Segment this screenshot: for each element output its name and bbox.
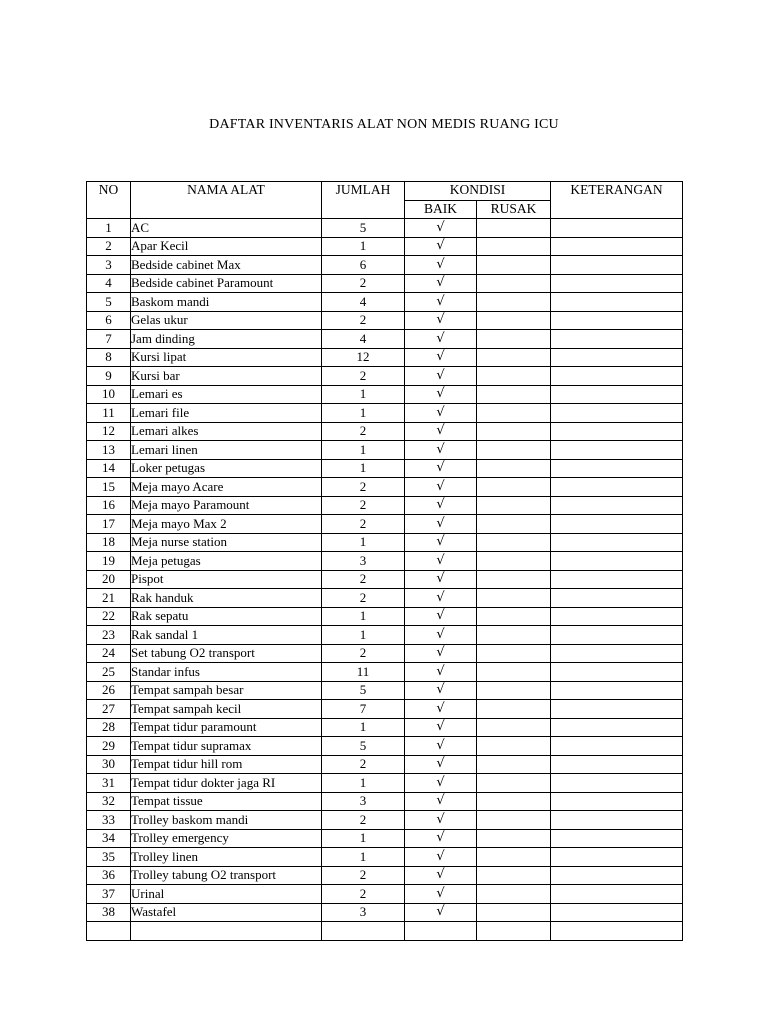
cell-nama-alat: Set tabung O2 transport <box>131 644 322 663</box>
cell-no: 1 <box>87 219 131 238</box>
cell-baik: √ <box>405 367 477 386</box>
table-row <box>87 274 683 293</box>
header-no: NO <box>87 182 131 219</box>
cell-jumlah: 1 <box>322 829 405 848</box>
cell-rusak <box>477 441 551 460</box>
cell-rusak <box>477 330 551 349</box>
cell-nama-alat <box>131 922 322 941</box>
cell-jumlah: 3 <box>322 792 405 811</box>
cell-rusak <box>477 385 551 404</box>
cell-rusak <box>477 552 551 571</box>
cell-keterangan <box>551 274 683 293</box>
cell-rusak <box>477 256 551 275</box>
cell-nama-alat: Tempat tidur supramax <box>131 737 322 756</box>
cell-rusak <box>477 219 551 238</box>
cell-rusak <box>477 348 551 367</box>
cell-nama-alat: Trolley baskom mandi <box>131 811 322 830</box>
cell-baik: √ <box>405 237 477 256</box>
cell-no: 28 <box>87 718 131 737</box>
header-baik: BAIK <box>405 200 477 219</box>
cell-jumlah: 1 <box>322 533 405 552</box>
cell-nama-alat: AC <box>131 219 322 238</box>
cell-jumlah: 2 <box>322 570 405 589</box>
cell-jumlah: 2 <box>322 478 405 497</box>
cell-rusak <box>477 515 551 534</box>
table-row <box>87 311 683 330</box>
cell-no: 27 <box>87 700 131 719</box>
table-row <box>87 422 683 441</box>
header-kondisi: KONDISI <box>405 182 551 201</box>
cell-no: 18 <box>87 533 131 552</box>
cell-jumlah: 2 <box>322 589 405 608</box>
cell-baik: √ <box>405 404 477 423</box>
cell-no: 4 <box>87 274 131 293</box>
cell-nama-alat: Rak sandal 1 <box>131 626 322 645</box>
cell-jumlah: 2 <box>322 811 405 830</box>
cell-baik: √ <box>405 274 477 293</box>
cell-jumlah: 2 <box>322 422 405 441</box>
cell-nama-alat: Tempat sampah kecil <box>131 700 322 719</box>
cell-nama-alat: Lemari file <box>131 404 322 423</box>
cell-rusak <box>477 404 551 423</box>
cell-jumlah: 1 <box>322 848 405 867</box>
cell-keterangan <box>551 367 683 386</box>
cell-keterangan <box>551 348 683 367</box>
table-row <box>87 811 683 830</box>
cell-baik: √ <box>405 311 477 330</box>
cell-no: 31 <box>87 774 131 793</box>
cell-jumlah: 12 <box>322 348 405 367</box>
cell-baik: √ <box>405 607 477 626</box>
cell-baik: √ <box>405 866 477 885</box>
cell-keterangan <box>551 755 683 774</box>
cell-rusak <box>477 293 551 312</box>
cell-keterangan <box>551 829 683 848</box>
table-row <box>87 330 683 349</box>
cell-nama-alat: Urinal <box>131 885 322 904</box>
table-row <box>87 755 683 774</box>
cell-baik: √ <box>405 478 477 497</box>
cell-baik: √ <box>405 348 477 367</box>
cell-no: 14 <box>87 459 131 478</box>
table-row <box>87 219 683 238</box>
cell-nama-alat: Bedside cabinet Max <box>131 256 322 275</box>
cell-jumlah: 2 <box>322 515 405 534</box>
cell-baik <box>405 922 477 941</box>
table-row <box>87 441 683 460</box>
cell-keterangan <box>551 589 683 608</box>
table-header <box>87 182 683 219</box>
cell-no: 12 <box>87 422 131 441</box>
cell-nama-alat: Standar infus <box>131 663 322 682</box>
cell-keterangan <box>551 644 683 663</box>
cell-jumlah: 2 <box>322 311 405 330</box>
cell-no: 17 <box>87 515 131 534</box>
cell-no: 25 <box>87 663 131 682</box>
table-row <box>87 663 683 682</box>
cell-jumlah: 2 <box>322 644 405 663</box>
cell-jumlah: 1 <box>322 718 405 737</box>
cell-baik: √ <box>405 681 477 700</box>
cell-keterangan <box>551 663 683 682</box>
cell-no: 35 <box>87 848 131 867</box>
cell-rusak <box>477 459 551 478</box>
table-row <box>87 348 683 367</box>
cell-no: 15 <box>87 478 131 497</box>
cell-jumlah: 3 <box>322 903 405 922</box>
cell-baik: √ <box>405 441 477 460</box>
table-row <box>87 737 683 756</box>
cell-nama-alat: Bedside cabinet Paramount <box>131 274 322 293</box>
cell-no: 26 <box>87 681 131 700</box>
cell-no <box>87 922 131 941</box>
cell-no: 6 <box>87 311 131 330</box>
cell-keterangan <box>551 219 683 238</box>
cell-nama-alat: Apar Kecil <box>131 237 322 256</box>
cell-baik: √ <box>405 644 477 663</box>
cell-keterangan <box>551 311 683 330</box>
cell-rusak <box>477 885 551 904</box>
cell-nama-alat: Pispot <box>131 570 322 589</box>
cell-keterangan <box>551 533 683 552</box>
cell-nama-alat: Baskom mandi <box>131 293 322 312</box>
table-row <box>87 385 683 404</box>
document-title: DAFTAR INVENTARIS ALAT NON MEDIS RUANG ICU <box>209 117 559 132</box>
cell-rusak <box>477 663 551 682</box>
table-row <box>87 478 683 497</box>
cell-jumlah: 3 <box>322 552 405 571</box>
cell-no: 29 <box>87 737 131 756</box>
cell-keterangan <box>551 552 683 571</box>
cell-no: 11 <box>87 404 131 423</box>
cell-jumlah <box>322 922 405 941</box>
cell-no: 36 <box>87 866 131 885</box>
cell-keterangan <box>551 330 683 349</box>
table-row <box>87 774 683 793</box>
cell-keterangan <box>551 811 683 830</box>
cell-jumlah: 5 <box>322 737 405 756</box>
cell-rusak <box>477 792 551 811</box>
cell-keterangan <box>551 681 683 700</box>
table-row <box>87 533 683 552</box>
cell-baik: √ <box>405 885 477 904</box>
table-row <box>87 496 683 515</box>
cell-baik: √ <box>405 385 477 404</box>
cell-nama-alat: Tempat tidur dokter jaga RI <box>131 774 322 793</box>
cell-baik: √ <box>405 515 477 534</box>
cell-nama-alat: Kursi lipat <box>131 348 322 367</box>
cell-nama-alat: Meja mayo Paramount <box>131 496 322 515</box>
cell-keterangan <box>551 866 683 885</box>
cell-no: 10 <box>87 385 131 404</box>
cell-jumlah: 1 <box>322 459 405 478</box>
cell-nama-alat: Lemari linen <box>131 441 322 460</box>
cell-baik: √ <box>405 330 477 349</box>
cell-keterangan <box>551 737 683 756</box>
cell-no: 13 <box>87 441 131 460</box>
cell-nama-alat: Loker petugas <box>131 459 322 478</box>
header-rusak: RUSAK <box>477 200 551 219</box>
cell-no: 34 <box>87 829 131 848</box>
cell-jumlah: 2 <box>322 274 405 293</box>
table-row <box>87 404 683 423</box>
cell-baik: √ <box>405 552 477 571</box>
cell-jumlah: 2 <box>322 367 405 386</box>
cell-keterangan <box>551 570 683 589</box>
cell-no: 7 <box>87 330 131 349</box>
cell-no: 20 <box>87 570 131 589</box>
cell-keterangan <box>551 626 683 645</box>
cell-keterangan <box>551 478 683 497</box>
cell-baik: √ <box>405 755 477 774</box>
cell-baik: √ <box>405 589 477 608</box>
table-row <box>87 626 683 645</box>
cell-jumlah: 2 <box>322 496 405 515</box>
cell-nama-alat: Trolley linen <box>131 848 322 867</box>
cell-nama-alat: Meja mayo Max 2 <box>131 515 322 534</box>
cell-jumlah: 1 <box>322 626 405 645</box>
table-row <box>87 237 683 256</box>
cell-jumlah: 1 <box>322 237 405 256</box>
header-keterangan: KETERANGAN <box>551 182 683 219</box>
cell-rusak <box>477 922 551 941</box>
cell-nama-alat: Meja mayo Acare <box>131 478 322 497</box>
cell-jumlah: 1 <box>322 404 405 423</box>
cell-baik: √ <box>405 496 477 515</box>
cell-rusak <box>477 755 551 774</box>
cell-rusak <box>477 367 551 386</box>
cell-keterangan <box>551 792 683 811</box>
cell-baik: √ <box>405 219 477 238</box>
cell-baik: √ <box>405 737 477 756</box>
cell-no: 3 <box>87 256 131 275</box>
cell-baik: √ <box>405 792 477 811</box>
cell-nama-alat: Wastafel <box>131 903 322 922</box>
inventory-table <box>86 181 683 941</box>
cell-baik: √ <box>405 829 477 848</box>
cell-keterangan <box>551 607 683 626</box>
table-row <box>87 515 683 534</box>
cell-baik: √ <box>405 663 477 682</box>
cell-nama-alat: Meja nurse station <box>131 533 322 552</box>
header-jumlah: JUMLAH <box>322 182 405 219</box>
cell-keterangan <box>551 256 683 275</box>
table-row <box>87 922 683 941</box>
cell-baik: √ <box>405 293 477 312</box>
table-row <box>87 552 683 571</box>
cell-baik: √ <box>405 626 477 645</box>
cell-no: 2 <box>87 237 131 256</box>
cell-baik: √ <box>405 811 477 830</box>
cell-jumlah: 1 <box>322 441 405 460</box>
cell-keterangan <box>551 441 683 460</box>
cell-jumlah: 7 <box>322 700 405 719</box>
cell-keterangan <box>551 922 683 941</box>
cell-rusak <box>477 903 551 922</box>
cell-jumlah: 2 <box>322 885 405 904</box>
cell-baik: √ <box>405 570 477 589</box>
cell-keterangan <box>551 774 683 793</box>
cell-jumlah: 6 <box>322 256 405 275</box>
cell-no: 19 <box>87 552 131 571</box>
cell-rusak <box>477 700 551 719</box>
cell-nama-alat: Rak handuk <box>131 589 322 608</box>
cell-keterangan <box>551 459 683 478</box>
cell-no: 8 <box>87 348 131 367</box>
cell-jumlah: 1 <box>322 607 405 626</box>
cell-rusak <box>477 589 551 608</box>
cell-keterangan <box>551 237 683 256</box>
table-row <box>87 293 683 312</box>
cell-rusak <box>477 311 551 330</box>
table-row <box>87 718 683 737</box>
cell-no: 21 <box>87 589 131 608</box>
cell-baik: √ <box>405 718 477 737</box>
cell-no: 16 <box>87 496 131 515</box>
cell-keterangan <box>551 385 683 404</box>
cell-nama-alat: Gelas ukur <box>131 311 322 330</box>
cell-keterangan <box>551 848 683 867</box>
cell-keterangan <box>551 903 683 922</box>
cell-baik: √ <box>405 256 477 275</box>
cell-jumlah: 1 <box>322 774 405 793</box>
cell-jumlah: 4 <box>322 330 405 349</box>
cell-baik: √ <box>405 903 477 922</box>
cell-baik: √ <box>405 774 477 793</box>
cell-rusak <box>477 237 551 256</box>
cell-rusak <box>477 718 551 737</box>
cell-nama-alat: Kursi bar <box>131 367 322 386</box>
cell-rusak <box>477 644 551 663</box>
table-row <box>87 866 683 885</box>
cell-keterangan <box>551 293 683 312</box>
cell-no: 38 <box>87 903 131 922</box>
table-row <box>87 644 683 663</box>
cell-rusak <box>477 681 551 700</box>
cell-jumlah: 1 <box>322 385 405 404</box>
cell-no: 37 <box>87 885 131 904</box>
cell-rusak <box>477 829 551 848</box>
cell-rusak <box>477 478 551 497</box>
cell-baik: √ <box>405 422 477 441</box>
table-row <box>87 367 683 386</box>
cell-nama-alat: Rak sepatu <box>131 607 322 626</box>
cell-no: 9 <box>87 367 131 386</box>
cell-nama-alat: Tempat sampah besar <box>131 681 322 700</box>
cell-rusak <box>477 422 551 441</box>
table-row <box>87 848 683 867</box>
cell-no: 23 <box>87 626 131 645</box>
cell-jumlah: 11 <box>322 663 405 682</box>
table-row <box>87 459 683 478</box>
table-row <box>87 681 683 700</box>
cell-keterangan <box>551 496 683 515</box>
cell-jumlah: 2 <box>322 866 405 885</box>
table-row <box>87 570 683 589</box>
header-nama-alat: NAMA ALAT <box>131 182 322 219</box>
table-row <box>87 885 683 904</box>
cell-nama-alat: Tempat tidur hill rom <box>131 755 322 774</box>
cell-nama-alat: Lemari es <box>131 385 322 404</box>
cell-jumlah: 4 <box>322 293 405 312</box>
cell-rusak <box>477 607 551 626</box>
cell-nama-alat: Jam dinding <box>131 330 322 349</box>
cell-nama-alat: Trolley tabung O2 transport <box>131 866 322 885</box>
cell-baik: √ <box>405 459 477 478</box>
table-row <box>87 256 683 275</box>
cell-baik: √ <box>405 533 477 552</box>
cell-no: 33 <box>87 811 131 830</box>
cell-baik: √ <box>405 848 477 867</box>
cell-rusak <box>477 496 551 515</box>
cell-jumlah: 5 <box>322 681 405 700</box>
cell-rusak <box>477 866 551 885</box>
cell-rusak <box>477 274 551 293</box>
cell-jumlah: 5 <box>322 219 405 238</box>
cell-keterangan <box>551 515 683 534</box>
cell-rusak <box>477 848 551 867</box>
cell-rusak <box>477 533 551 552</box>
cell-rusak <box>477 774 551 793</box>
cell-no: 22 <box>87 607 131 626</box>
cell-nama-alat: Meja petugas <box>131 552 322 571</box>
cell-no: 30 <box>87 755 131 774</box>
cell-rusak <box>477 626 551 645</box>
table-body <box>87 219 683 941</box>
table-row <box>87 792 683 811</box>
table-row <box>87 903 683 922</box>
table-row <box>87 700 683 719</box>
table-row <box>87 589 683 608</box>
cell-keterangan <box>551 700 683 719</box>
cell-nama-alat: Tempat tissue <box>131 792 322 811</box>
cell-no: 32 <box>87 792 131 811</box>
cell-rusak <box>477 570 551 589</box>
cell-baik: √ <box>405 700 477 719</box>
cell-rusak <box>477 737 551 756</box>
cell-jumlah: 2 <box>322 755 405 774</box>
table-row <box>87 607 683 626</box>
cell-keterangan <box>551 718 683 737</box>
cell-no: 24 <box>87 644 131 663</box>
cell-no: 5 <box>87 293 131 312</box>
cell-nama-alat: Trolley emergency <box>131 829 322 848</box>
cell-rusak <box>477 811 551 830</box>
cell-keterangan <box>551 404 683 423</box>
cell-keterangan <box>551 885 683 904</box>
table-row <box>87 829 683 848</box>
cell-nama-alat: Tempat tidur paramount <box>131 718 322 737</box>
cell-keterangan <box>551 422 683 441</box>
cell-nama-alat: Lemari alkes <box>131 422 322 441</box>
